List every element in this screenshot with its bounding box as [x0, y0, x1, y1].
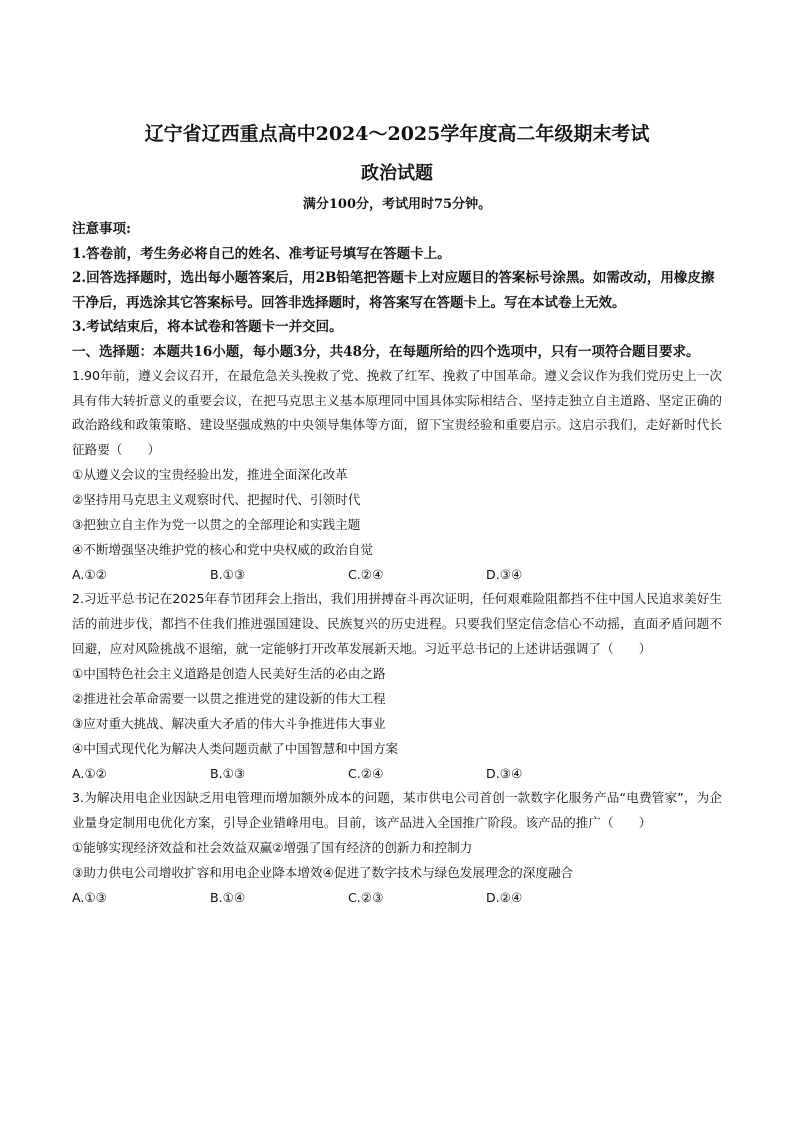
choice-d: D.③④ [486, 567, 523, 583]
choice-a: A.①② [72, 567, 107, 583]
question-2 [72, 587, 722, 786]
notes-block [72, 217, 722, 364]
exam-page [72, 120, 722, 910]
exam-title: 辽宁省辽西重点高中2024～2025学年度高二年级期末考试 [144, 123, 650, 145]
question-option: ③助力供电公司增收扩容和用电企业降本增效④促进了数字技术与绿色发展理念的深度融合 [72, 865, 574, 881]
answer-choices [72, 562, 722, 587]
choice-d: D.③④ [486, 766, 523, 782]
answer-choices [72, 761, 722, 786]
question-option: ④中国式现代化为解决人类问题贡献了中国智慧和中国方案 [72, 741, 399, 757]
question-option: ①中国特色社会主义道路是创造人民美好生活的必由之路 [72, 666, 386, 682]
choice-c: C.②④ [348, 766, 384, 782]
notes-item: 2.回答选择题时，选出每小题答案后，用2B铅笔把答题卡上对应题目的答案标号涂黑。如需改动，用橡皮擦干净后，再选涂其它答案标号。回答非选择题时，将答案写在答题卡上。写在本试卷上无效。 [72, 270, 715, 311]
question-stem: 1.90年前，遵义会议召开，在最危急关头挽救了党、挽救了红军、挽救了中国革命。遵义会议作为我们党历史上一次具有伟大转折意义的重要会议，在把马克思主义基本原理同中国具体实际相结合、坚持走独立自主道路、坚定正确的政治路线和政策策略、建设坚强成熟的中央领导集体等方面，留下宝贵经验和重要启示。这启示我们，走好新时代长征路要（ ） [72, 368, 722, 457]
question-option: ③把独立自主作为党一以贯之的全部理论和实践主题 [72, 517, 361, 533]
choice-c: C.②③ [348, 890, 384, 906]
question-option: ④不断增强坚决维护党的核心和党中央权威的政治自觉 [72, 542, 373, 558]
choice-b: B.①③ [210, 766, 246, 782]
notes-heading: 注意事项: [72, 221, 131, 237]
exam-meta: 满分100分，考试用时75分钟。 [302, 197, 492, 212]
question-option: ②坚持用马克思主义观察时代、把握时代、引领时代 [72, 492, 361, 508]
question-stem: 2.习近平总书记在2025年春节团拜会上指出，我们用拼搏奋斗再次证明，任何艰难险阻都挡不住中国人民追求美好生活的前进步伐，都挡不住我们推进强国建设、民族复兴的历史进程。只要我们坚定信念信心不动摇，直面矛盾问题不回避，应对风险挑战不退缩，就一定能够打开改革发展新天地。习近平总书记的上述讲话强调了（ ） [72, 591, 722, 656]
notes-item: 3.考试结束后，将本试卷和答题卡一并交回。 [72, 319, 343, 335]
notes-item: 1.答卷前，考生务必将自己的姓名、准考证号填写在答题卡上。 [72, 245, 451, 262]
question-3 [72, 786, 722, 910]
question-option: ②推进社会革命需要一以贯之推进党的建设新的伟大工程 [72, 691, 386, 707]
question-option: ①能够实现经济效益和社会效益双赢②增强了国有经济的创新力和控制力 [72, 840, 473, 856]
exam-subtitle: 政治试题 [361, 163, 433, 184]
section-heading: 一、选择题：本题共16小题，每小题3分，共48分，在每题所给的四个选项中，只有一项符合题目要求。 [72, 343, 700, 360]
choice-a: A.①③ [72, 890, 107, 906]
answer-choices [72, 885, 722, 910]
question-option: ①从遵义会议的宝贵经验出发，推进全面深化改革 [72, 467, 348, 483]
question-option: ③应对重大挑战、解决重大矛盾的伟大斗争推进伟大事业 [72, 716, 386, 732]
question-1 [72, 364, 722, 587]
choice-a: A.①② [72, 766, 107, 782]
choice-c: C.②④ [348, 567, 384, 583]
choice-b: B.①③ [210, 567, 246, 583]
choice-b: B.①④ [210, 890, 246, 906]
choice-d: D.②④ [486, 890, 523, 906]
question-stem: 3.为解决用电企业因缺乏用电管理而增加额外成本的问题，某市供电公司首创一款数字化服务产品“电费管家”，为企业量身定制用电优化方案，引导企业错峰用电。目前，该产品进入全国推广阶段。该产品的推广（ ） [72, 790, 722, 830]
